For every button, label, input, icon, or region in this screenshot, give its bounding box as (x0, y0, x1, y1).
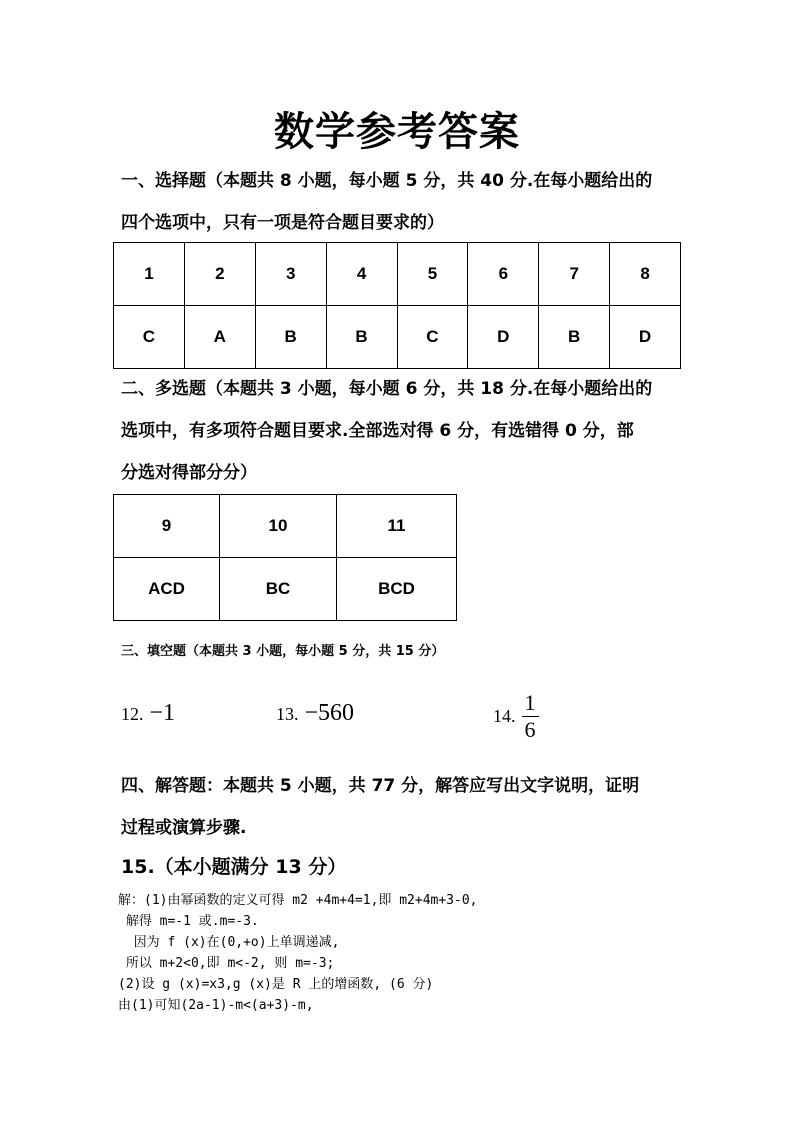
question-number-cell: 4 (326, 243, 397, 306)
question-number-cell: 6 (468, 243, 539, 306)
solution-line: 因为 f (x)在(0,+o)上单调递减, (118, 935, 340, 950)
fraction-numerator: 1 (524, 690, 536, 715)
answer-cell: BC (220, 558, 337, 621)
solution-line: 解：(1)由幂函数的定义可得 m2 +4m+4=1,即 m2+4m+3-0, (118, 893, 478, 908)
fill-value: −1 (149, 700, 176, 726)
section-1-line-2: 四个选项中，只有一项是符合题目要求的） (121, 213, 444, 233)
fraction-denominator: 6 (524, 717, 536, 742)
multi-choice-answer-table (113, 494, 457, 621)
answer-cell: A (184, 306, 255, 369)
fill-answer-12 (121, 700, 175, 727)
section-4-line-1: 四、解答题：本题共 5 小题，共 77 分，解答应写出文字说明，证明 (121, 776, 640, 796)
answer-row (114, 558, 457, 621)
section-2-line-1: 二、多选题（本题共 3 小题，每小题 6 分，共 18 分.在每小题给出的 (121, 379, 653, 399)
section-2-line-3: 分选对得部分分） (121, 463, 257, 483)
section-2-heading (121, 368, 681, 494)
question-number-row (114, 495, 457, 558)
answer-cell: ACD (114, 558, 220, 621)
question-15-heading: 15.（本小题满分 13 分） (121, 856, 347, 878)
question-number-cell: 1 (114, 243, 185, 306)
question-number-cell: 3 (255, 243, 326, 306)
answer-cell: D (468, 306, 539, 369)
answer-cell: B (539, 306, 610, 369)
solution-line: 由(1)可知(2a-1)-m<(a+3)-m, (118, 998, 314, 1013)
fill-answer-14 (493, 690, 539, 743)
answer-cell: C (397, 306, 468, 369)
fill-answer-13 (276, 700, 354, 727)
section-4-line-2: 过程或演算步骤. (121, 818, 247, 838)
answer-cell: B (326, 306, 397, 369)
answer-row (114, 306, 681, 369)
fraction (522, 690, 539, 743)
solution-line: 解得 m=-1 或.m=-3. (118, 914, 259, 929)
section-4-heading (121, 765, 681, 849)
question-number-cell: 7 (539, 243, 610, 306)
page-title: 数学参考答案 (274, 109, 520, 155)
solution-line: (2)设 g (x)=x3,g (x)是 R 上的增函数, (6 分) (118, 977, 434, 992)
section-1-heading (121, 160, 681, 244)
answer-cell: B (255, 306, 326, 369)
fill-number: 13. (276, 704, 299, 724)
choice-answer-table (113, 242, 681, 369)
question-number-row (114, 243, 681, 306)
question-number-cell: 11 (337, 495, 457, 558)
solution-line: 所以 m+2<0,即 m<-2, 则 m=-3; (118, 956, 335, 971)
question-number-cell: 10 (220, 495, 337, 558)
question-number-cell: 5 (397, 243, 468, 306)
answer-cell: C (114, 306, 185, 369)
question-number-cell: 8 (610, 243, 681, 306)
fill-number: 12. (121, 704, 144, 724)
fill-number: 14. (493, 706, 516, 726)
section-1-line-1: 一、选择题（本题共 8 小题，每小题 5 分，共 40 分.在每小题给出的 (121, 171, 653, 191)
answer-cell: D (610, 306, 681, 369)
answer-cell: BCD (337, 558, 457, 621)
question-number-cell: 9 (114, 495, 220, 558)
question-15-solution (118, 890, 478, 1016)
section-2-line-2: 选项中，有多项符合题目要求.全部选对得 6 分，有选错得 0 分，部 (121, 421, 634, 441)
question-number-cell: 2 (184, 243, 255, 306)
section-3-heading: 三、填空题（本题共 3 小题，每小题 5 分，共 15 分） (121, 644, 445, 659)
fill-value: −560 (304, 700, 355, 726)
